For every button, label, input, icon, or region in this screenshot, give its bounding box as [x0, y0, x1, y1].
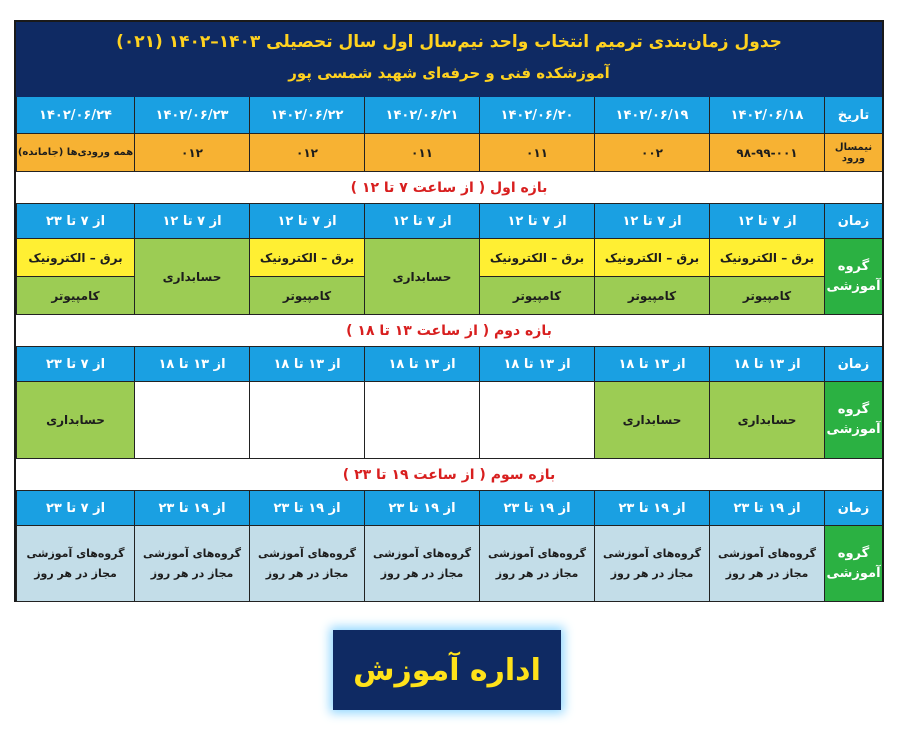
group-line-2: مجاز در هر روز [265, 566, 349, 580]
date-cell: ۱۴۰۲/۰۶/۲۴ [16, 97, 134, 134]
period-1-title: بازه اول ( از ساعت ۷ تا ۱۲ ) [16, 172, 882, 204]
group-line-1: گروه‌های آموزشی [373, 546, 471, 560]
table-title: جدول زمان‌بندی ترمیم انتخاب واحد نیم‌سال اول سال تحصیلی ۱۴۰۳–۱۴۰۲ (۰۲۱) [116, 32, 782, 52]
time-cell: از ۷ تا ۱۲ [249, 204, 364, 239]
group-cell [364, 526, 479, 602]
group-cell: حسابداری [364, 239, 479, 315]
group-line-2: مجاز در هر روز [34, 566, 117, 580]
group-line-1: گروه‌های آموزشی [488, 546, 586, 560]
time-cell: از ۱۹ تا ۲۳ [249, 491, 364, 526]
group-cell: حسابداری [594, 382, 709, 459]
entry-cell: ۰۱۲ [249, 134, 364, 172]
group-cell-top: برق – الکترونیک [16, 239, 134, 277]
entry-cell: ۰۰۲ [594, 134, 709, 172]
group-cell [134, 526, 249, 602]
logo-text: اداره آموزش [353, 652, 541, 688]
time-cell: از ۱۳ تا ۱۸ [594, 347, 709, 382]
time-cell: از ۱۹ تا ۲۳ [364, 491, 479, 526]
group-cell [479, 382, 594, 459]
group-line-2: مجاز در هر روز [150, 566, 234, 580]
group-line-1: گروه‌های آموزشی [603, 546, 701, 560]
time-cell: از ۷ تا ۱۲ [134, 204, 249, 239]
group-cell-bottom: کامپیوتر [709, 277, 824, 315]
group-line-1: گروه‌های آموزشی [26, 546, 125, 560]
group-cell-top: برق – الکترونیک [249, 239, 364, 277]
group-line-1: گروه‌های آموزشی [718, 546, 816, 560]
group-line-1: گروه‌های آموزشی [143, 546, 241, 560]
time-cell: از ۷ تا ۱۲ [364, 204, 479, 239]
group-cell [364, 382, 479, 459]
date-cell: ۱۴۰۲/۰۶/۲۰ [479, 97, 594, 134]
label-time-2: زمان [824, 347, 882, 382]
label-date: تاریخ [824, 97, 882, 134]
group-cell-top: برق – الکترونیک [479, 239, 594, 277]
group-cell [249, 382, 364, 459]
entry-cell: ۰۱۱ [364, 134, 479, 172]
group-cell [709, 526, 824, 602]
time-cell: از ۱۳ تا ۱۸ [249, 347, 364, 382]
group-cell-bottom: کامپیوتر [479, 277, 594, 315]
group-line-2: مجاز در هر روز [725, 566, 809, 580]
group-line-2: مجاز در هر روز [610, 566, 694, 580]
group-cell [479, 526, 594, 602]
time-cell: از ۱۹ تا ۲۳ [709, 491, 824, 526]
date-cell: ۱۴۰۲/۰۶/۲۱ [364, 97, 479, 134]
time-cell: از ۷ تا ۱۲ [709, 204, 824, 239]
schedule-table [14, 20, 884, 602]
entry-cell: ۹۸-۹۹-۰۰۱ [709, 134, 824, 172]
group-cell [134, 382, 249, 459]
period-3-title: بازه سوم ( از ساعت ۱۹ تا ۲۳ ) [16, 459, 882, 491]
period-2-title: بازه دوم ( از ساعت ۱۳ تا ۱۸ ) [16, 315, 882, 347]
label-group-2: گروه آموزشی [824, 382, 882, 459]
label-entry: نیمسال ورود [824, 134, 882, 172]
group-cell [249, 526, 364, 602]
time-cell: از ۷ تا ۲۳ [16, 204, 134, 239]
entry-cell: ۰۱۲ [134, 134, 249, 172]
time-cell: از ۷ تا ۱۲ [479, 204, 594, 239]
group-line-2: مجاز در هر روز [495, 566, 579, 580]
date-cell: ۱۴۰۲/۰۶/۱۹ [594, 97, 709, 134]
label-group-1: گروه آموزشی [824, 239, 882, 315]
time-cell: از ۱۹ تا ۲۳ [479, 491, 594, 526]
date-cell: ۱۴۰۲/۰۶/۲۳ [134, 97, 249, 134]
label-group-3: گروه آموزشی [824, 526, 882, 602]
education-office-logo [333, 630, 561, 710]
entry-cell: ۰۱۱ [479, 134, 594, 172]
group-cell: حسابداری [134, 239, 249, 315]
group-line-2: مجاز در هر روز [380, 566, 464, 580]
group-cell [594, 526, 709, 602]
table-header [16, 22, 882, 97]
time-cell: از ۱۹ تا ۲۳ [134, 491, 249, 526]
entry-cell: همه ورودی‌ها (جامانده) [16, 134, 134, 172]
date-cell: ۱۴۰۲/۰۶/۲۲ [249, 97, 364, 134]
date-cell: ۱۴۰۲/۰۶/۱۸ [709, 97, 824, 134]
time-cell: از ۷ تا ۲۳ [16, 347, 134, 382]
time-cell: از ۱۹ تا ۲۳ [594, 491, 709, 526]
group-line-1: گروه‌های آموزشی [258, 546, 356, 560]
group-cell-bottom: کامپیوتر [594, 277, 709, 315]
table-subtitle: آموزشکده فنی و حرفه‌ای شهید شمسی پور [288, 64, 610, 82]
group-cell [16, 526, 134, 602]
time-cell: از ۱۳ تا ۱۸ [134, 347, 249, 382]
time-cell: از ۷ تا ۲۳ [16, 491, 134, 526]
group-cell: حسابداری [709, 382, 824, 459]
group-cell-bottom: کامپیوتر [249, 277, 364, 315]
label-time-3: زمان [824, 491, 882, 526]
time-cell: از ۱۳ تا ۱۸ [709, 347, 824, 382]
group-cell: حسابداری [16, 382, 134, 459]
time-cell: از ۱۳ تا ۱۸ [479, 347, 594, 382]
group-cell-top: برق – الکترونیک [709, 239, 824, 277]
time-cell: از ۱۳ تا ۱۸ [364, 347, 479, 382]
group-cell-top: برق – الکترونیک [594, 239, 709, 277]
label-time-1: زمان [824, 204, 882, 239]
time-cell: از ۷ تا ۱۲ [594, 204, 709, 239]
group-cell-bottom: کامپیوتر [16, 277, 134, 315]
